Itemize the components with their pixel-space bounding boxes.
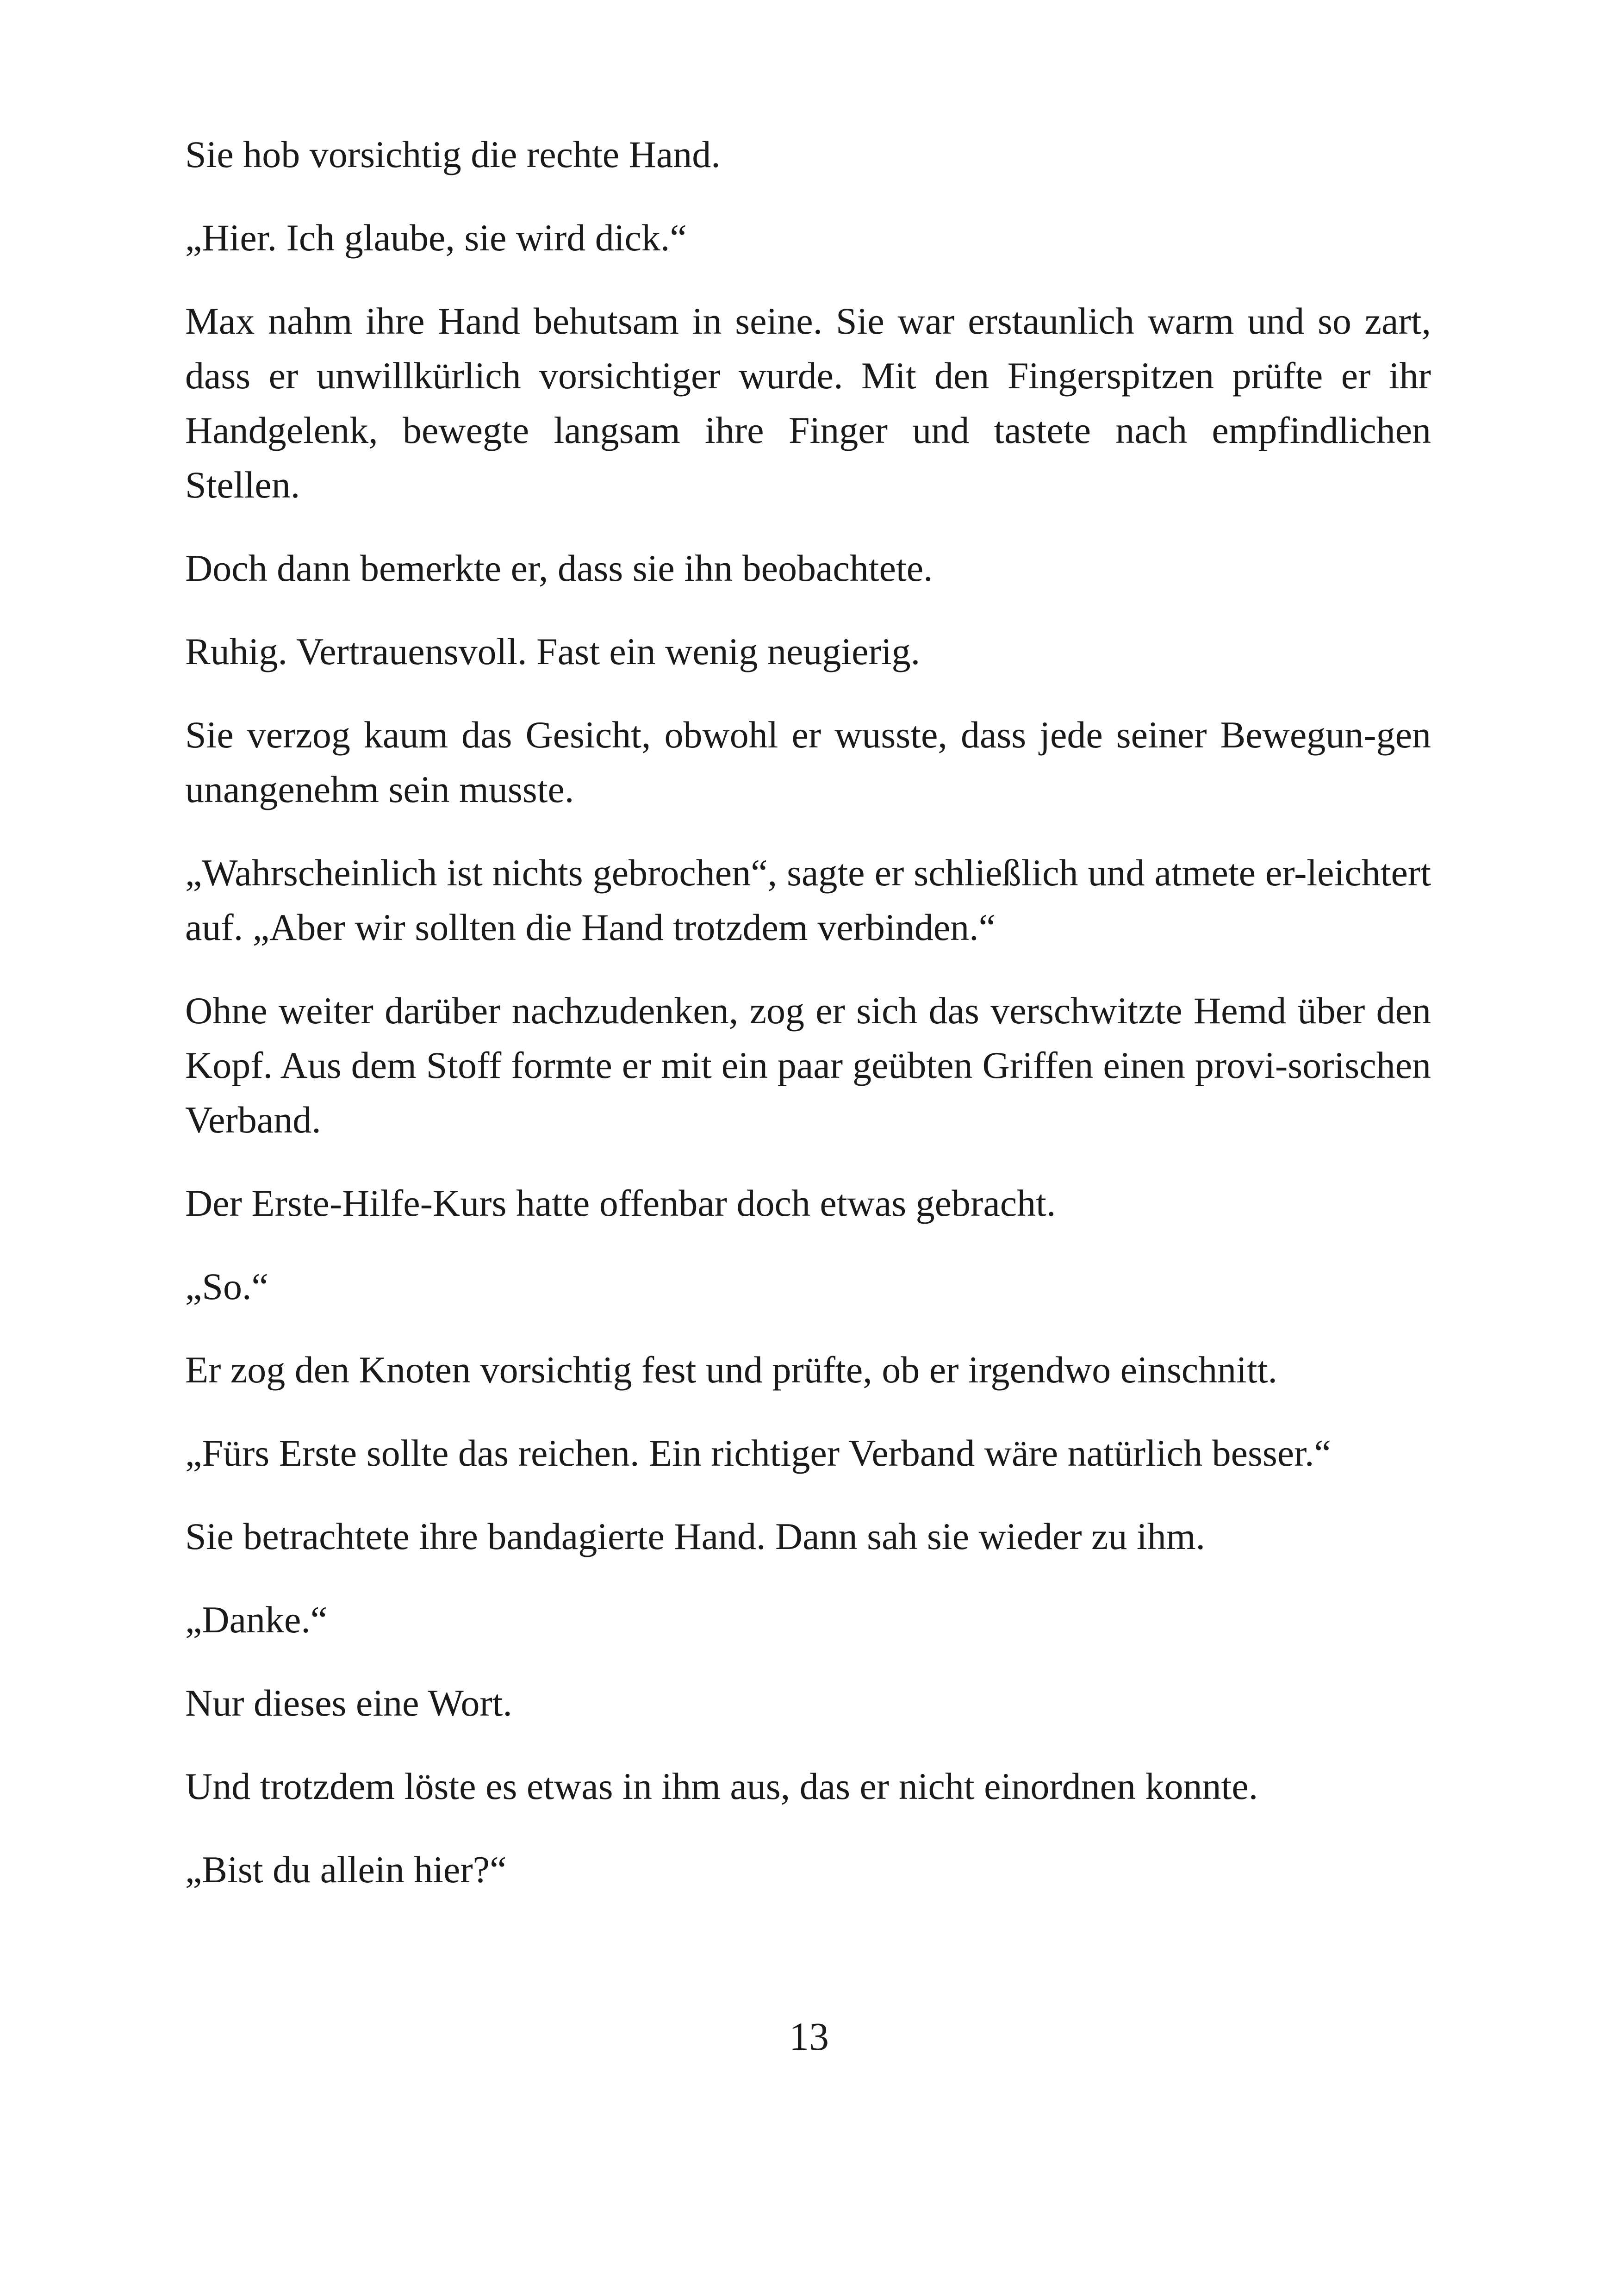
body-text (185, 127, 1431, 1926)
paragraph: „Fürs Erste sollte das reichen. Ein richtiger Verband wäre natürlich besser.“ (185, 1432, 1331, 1474)
paragraph: „So.“ (185, 1265, 268, 1307)
paragraph: Der Erste-Hilfe-Kurs hatte offenbar doch etwas gebracht. (185, 1182, 1056, 1224)
paragraph: Ohne weiter darüber nachzudenken, zog er sich das verschwitzte Hemd über den Kopf. Aus dem Stoff formte er mit ein paar geübten Griffen einen provi-sorischen Verband. (185, 989, 1431, 1141)
paragraph: Sie hob vorsichtig die rechte Hand. (185, 133, 721, 175)
paragraph: „Danke.“ (185, 1599, 328, 1641)
paragraph: Max nahm ihre Hand behutsam in seine. Sie war erstaunlich warm und so zart, dass er unwillkürlich vorsichtiger wurde. Mit den Fingerspitzen prüfte er ihr Handgelenk, bewegte langsam ihre Finger und tastete nach empfindlichen Stellen. (185, 300, 1431, 506)
paragraph: Und trotzdem löste es etwas in ihm aus, das er nicht einordnen konnte. (185, 1765, 1258, 1807)
paragraph: Sie betrachtete ihre bandagierte Hand. Dann sah sie wieder zu ihm. (185, 1515, 1206, 1557)
paragraph: „Bist du allein hier?“ (185, 1848, 507, 1891)
paragraph: Doch dann bemerkte er, dass sie ihn beobachtete. (185, 547, 933, 589)
paragraph: „Hier. Ich glaube, sie wird dick.“ (185, 217, 687, 259)
paragraph: „Wahrscheinlich ist nichts gebrochen“, sagte er schließlich und atmete er-leichtert auf. „Aber wir sollten die Hand trotzdem verbinden.“ (185, 852, 1431, 948)
paragraph: Ruhig. Vertrauensvoll. Fast ein wenig neugierig. (185, 630, 921, 672)
page-number: 13 (789, 2014, 829, 2059)
paragraph: Sie verzog kaum das Gesicht, obwohl er wusste, dass jede seiner Bewegun-gen unangenehm sein musste. (185, 714, 1431, 810)
paragraph: Nur dieses eine Wort. (185, 1682, 512, 1724)
paragraph: Er zog den Knoten vorsichtig fest und prüfte, ob er irgendwo einschnitt. (185, 1349, 1277, 1391)
